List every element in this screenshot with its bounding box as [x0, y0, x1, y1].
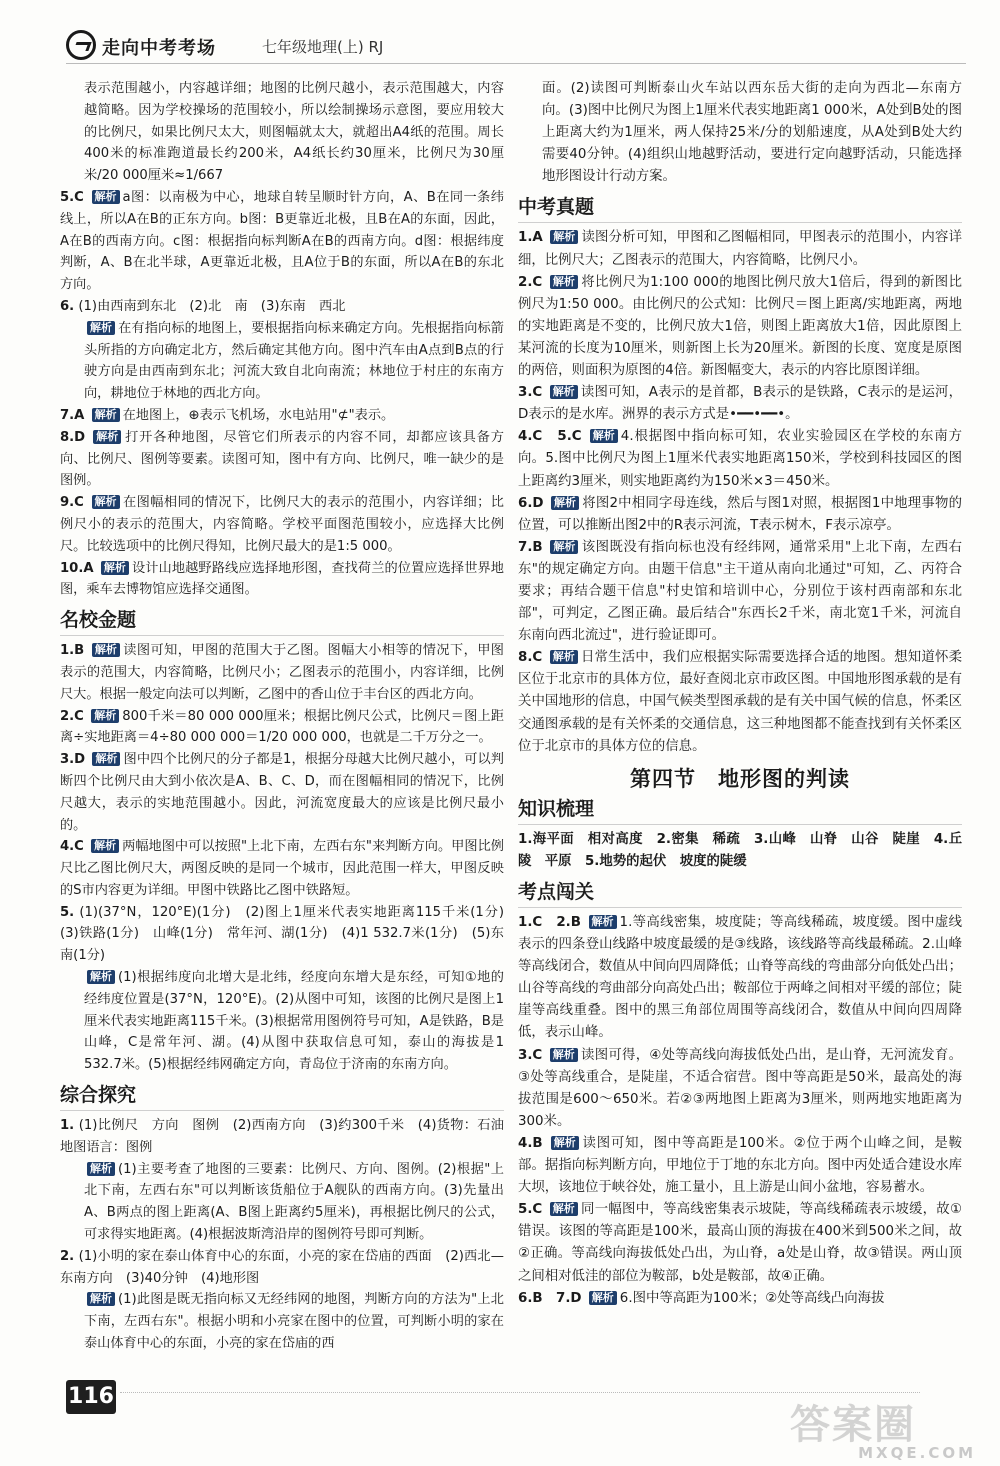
- analysis-badge: 解析: [550, 275, 578, 289]
- answer-item: [60, 640, 504, 705]
- question-number: 3.C: [518, 385, 543, 401]
- explanation-paragraph: [60, 78, 504, 187]
- answer-item: [60, 706, 504, 750]
- section-heading: 名校金题: [60, 607, 504, 636]
- question-number: 5.C: [518, 1202, 543, 1218]
- answer-item: [518, 1133, 962, 1199]
- analysis-badge: 解析: [551, 1136, 579, 1150]
- analysis-badge: 解析: [91, 839, 119, 853]
- watermark-logo: [790, 1402, 990, 1463]
- section-heading: 知识梳理: [518, 796, 962, 825]
- answer-text: 800千米＝80 000 000厘米；根据比例尺公式，比例尺＝图上距离÷实地距离＝4÷80 000 000＝1/20 000 000，也就是二千万分之一。: [60, 708, 504, 746]
- question-number: 6.B 7.D: [518, 1290, 582, 1306]
- answer-text: 4.根据图中指向标可知，农业实验园区在学校的东南方向。5.图中比例尺为图上1厘米代表实地距离150米，学校到科技园区的图上距离约3厘米，则实地距离约为150米×3＝450米。: [518, 429, 962, 489]
- page-number: 116: [66, 1380, 116, 1414]
- analysis-badge: 解析: [87, 1162, 115, 1176]
- analysis-badge: 解析: [589, 1291, 617, 1305]
- explanation-paragraph: [60, 1159, 504, 1246]
- question-number: 1.B: [60, 643, 85, 659]
- analysis-badge: 解析: [550, 650, 578, 664]
- answer-text: (1)主要考查了地图的三要素：比例尺、方向、图例。(2)根据"上北下南，左西右东"可以判断该货船位于A舰队的西南方向。(3)先量出A、B两点的图上距离(A、B图上距离约5厘米)，再根据比例尺的公式，可求得实地距离。(4)根据波斯湾沿岸的图例符号即可判断。: [84, 1161, 504, 1243]
- question-number: 1.C 2.B: [518, 915, 581, 930]
- question-number: 4.C 5.C: [518, 429, 582, 445]
- answer-item: [60, 296, 504, 318]
- answer-text: 表示范围越小，内容越详细；地图的比例尺越小，表示范围越大，内容越简略。因为学校操场的范围较小，所以绘制操场示意图，要应用较大的比例尺，如果比例尺太大，则图幅就太大，就超出A4纸的范围。周长400米的标准跑道最长约200米，A4纸长约30厘米，比例尺为30厘米/20 000厘米≈1/667: [84, 81, 504, 184]
- analysis-badge: 解析: [87, 1292, 115, 1306]
- answer-text: a图：以南极为中心，地球自转呈顺时针方向，A、B在同一条纬线上，所以A在B的正东方向。b图：B更靠近北极，且B在A的东面，因此，A在B的西南方向。c图：根据指向标判断A在B的西南方向。d图：根据纬度判断，A、B在北半球，A更靠近北极，且A位于B的东面，所以A在B的东北方向。: [60, 189, 504, 293]
- chapter-title: 第四节 地形图的判读: [630, 766, 850, 791]
- analysis-badge: 解析: [91, 709, 119, 723]
- explanation-paragraph: [518, 829, 962, 873]
- explanation-paragraph: [518, 78, 962, 188]
- analysis-badge: 解析: [550, 385, 578, 399]
- question-number: 2.: [60, 1248, 75, 1264]
- question-number: 2.C: [518, 274, 543, 290]
- page-header: [66, 30, 966, 64]
- right-column: [518, 78, 962, 1310]
- answer-item: [518, 272, 962, 382]
- answer-text: (1)此图是既无指向标又无经纬网的地图，判断方向的方法为"上北下南，左西右东"。根据小明和小亮家在图中的位置，可判断小明的家在泰山体育中心的东面，小亮的家在岱庙的西: [84, 1292, 504, 1352]
- answer-item: [60, 902, 518, 967]
- answer-item: [518, 1199, 962, 1287]
- analysis-badge: 解析: [551, 496, 579, 510]
- analysis-badge: 解析: [92, 752, 120, 766]
- answer-item: [518, 1045, 962, 1133]
- answer-item: [60, 492, 504, 557]
- book-subtitle: 七年级地理(上) RJ: [262, 38, 384, 56]
- analysis-badge: 解析: [550, 540, 578, 554]
- answer-item: [60, 836, 504, 901]
- answer-item: [60, 558, 504, 602]
- brand-title: 走向中考考场: [102, 38, 216, 59]
- answer-text: 图中四个比例尺的分子都是1，根据分母越大比例尺越小，可以判断四个比例尺由大到小依次是A、B、C、D，而在图幅相同的情况下，比例尺越大，表示的实地范围越小。因此，河流宽度最大的应该是比例尺最小的。: [60, 752, 504, 833]
- question-number: 1.: [60, 1118, 75, 1134]
- question-number: 3.C: [518, 1047, 543, 1063]
- answer-text: 6.图中等高距为100米；②处等高线凸向海拔: [619, 1290, 885, 1306]
- explanation-paragraph: [60, 1289, 504, 1354]
- analysis-badge: 解析: [590, 429, 618, 443]
- analysis-badge: 解析: [87, 321, 115, 335]
- answer-text: (1)由西南到东北 (2)北 南 (3)东南 西北: [78, 298, 346, 314]
- answer-text: (1)(37°N，120°E)(1分) (2)图上1厘米代表实地距离115千米(1分) (3)铁路(1分) 山峰(1分) 常年河、湖(1分) (4)1 532.7米(1分) (5)东南(1分): [60, 904, 518, 964]
- answer-item: [518, 426, 962, 492]
- answer-item: [518, 537, 962, 647]
- analysis-badge: 解析: [550, 1048, 578, 1062]
- analysis-badge: 解析: [92, 408, 120, 422]
- section-heading: 综合探究: [60, 1082, 504, 1111]
- answer-text: 日常生活中，我们应根据实际需要选择合适的地图。想知道怀柔区位于北京市的具体方位，最好查阅北京市政区图。中国地形图承载的是有关中国地形的信息，中国气候类型图承载的是有关中国气候的信息，怀柔区交通图承载的是有关怀柔的交通信息，这三种地图都不能查找到有关怀柔区位于北京市的具体方位的信息。: [518, 650, 962, 754]
- analysis-badge: 解析: [589, 915, 617, 929]
- section-heading: 中考真题: [518, 194, 962, 223]
- answer-text: 1.海平面 相对高度 2.密集 稀疏 3.山峰 山脊 山谷 陡崖 4.丘陵 平原 5.地势的起伏 坡度的陡缓: [518, 831, 962, 869]
- answer-text: 将比例尺为1:100 000的地图比例尺放大1倍后，得到的新图比例尺为1:50 000。由比例尺的公式知：比例尺＝图上距离/实地距离，两地的实地距离是不变的，比例尺放大1倍，则图上距离放大1倍，因此原图上某河流的长度为10厘米，则新图上长为20厘米。新图的长度、宽度是原图的两倍，则面积为原图的4倍。新图幅变大，表示的内容比原图详细。: [518, 274, 962, 379]
- answer-text: 面。(2)读图可判断泰山火车站以西东岳大街的走向为西北—东南方向。(3)图中比例尺为图上1厘米代表实地距离1 000米，A处到B处的图上距离大约为1厘米，两人保持25米/分的划船速度，从A处到B处大约需要40分钟。(4)组织山地越野活动，要进行定向越野活动，只能选择地形图设计行动方案。: [542, 81, 962, 185]
- answer-text: 在地图上，⊕表示飞机场，水电站用"⊄"表示。: [122, 407, 395, 423]
- answer-text: 设计山地越野路线应选择地形图，查找荷兰的位置应选择世界地图，乘车去博物馆应选择交通图。: [60, 560, 504, 598]
- answer-text: 读图可知，A表示的是首都，B表示的是铁路，C表示的是运河，D表示的是水库。洲界的表示方式是•━━•━━•。: [518, 385, 962, 423]
- answer-item: [518, 647, 962, 757]
- question-number: 6.: [60, 298, 75, 314]
- answer-item: [60, 1246, 504, 1290]
- question-number: 1.A: [518, 230, 543, 246]
- answer-text: (1)比例尺 方向 图例 (2)西南方向 (3)约300千米 (4)货物：石油 地图语言：图例: [60, 1118, 518, 1155]
- footer-divider: [120, 1392, 920, 1393]
- analysis-badge: 解析: [92, 190, 120, 204]
- answer-item: [518, 493, 962, 537]
- explanation-paragraph: [60, 318, 504, 405]
- answer-text: 读图可得，④处等高线向海拔低处凸出，是山脊，无河流发育。③处等高线重合，是陡崖，不适合宿营。图中等高距是50米，最高处的海拔范围是600～650米。若②③两地图上距离为3厘米，则两地实地距离为300米。: [518, 1047, 962, 1129]
- question-number: 6.D: [518, 495, 544, 511]
- answer-text: 在有指向标的地图上，要根据指向标来确定方向。先根据指向标箭头所指的方向确定北方，然后确定其他方向。图中汽车由A点到B点的行驶方向是由西南到东北；河流大致自北向南流；林地位于村庄的东南方向，耕地位于林地的西北方向。: [84, 320, 504, 402]
- watermark-bottom: MXQE.COM: [858, 1444, 976, 1462]
- watermark-top: 答案圈: [790, 1402, 916, 1448]
- header-divider: [66, 63, 966, 64]
- question-number: 7.A: [60, 407, 85, 423]
- explanation-paragraph: [60, 967, 504, 1076]
- question-number: 7.B: [518, 539, 543, 555]
- answer-item: [518, 382, 962, 426]
- question-number: 3.D: [60, 752, 86, 768]
- answer-text: 读图可知，图中等高距是100米。②位于两个山峰之间，是鞍部。据指向标判断方向，甲地位于丁地的东北方向。图中丙处适合建设水库大坝，该地位于峡谷处，施工量小，且上游是山间小盆地，容易蓄水。: [518, 1135, 962, 1196]
- answer-text: 读图可知，甲图的范围大于乙图。图幅大小相等的情况下，甲图表示的范围大，内容简略，比例尺小；乙图表示的范围小，内容详细，比例尺大。根据一般定向法可以判断，乙图中的香山位于丰台区的西北方向。: [60, 643, 504, 702]
- question-number: 5.C: [60, 189, 84, 205]
- answer-text: 打开各种地图，尽管它们所表示的内容不同，却都应该具备方向、比例尺、图例等要素。读图可知，图中有方向、比例尺，唯一缺少的是图例。: [60, 429, 504, 489]
- question-number: 5.: [60, 904, 75, 920]
- answer-text: 该图既没有指向标也没有经纬网，通常采用"上北下南，左西右东"的规定确定方向。由题干信息"主干道从南向北通过"可知，乙、丙符合要求；再结合题干信息"村史馆和培训中心，分别位于该村西南部和东北部"，可判定，乙图正确。最后结合"东西长2千米，南北宽1千米，河流自东南向西北流过"，进行验证即可。: [518, 539, 962, 644]
- answer-item: [60, 187, 504, 296]
- question-number: 8.C: [518, 650, 543, 666]
- question-number: 4.B: [518, 1135, 543, 1151]
- answer-text: 两幅地图中可以按照"上北下南，左西右东"来判断方向。甲图比例尺比乙图比例尺大，两图反映的是同一个城市，因此范围一样大，甲图反映的S市内容更为详细。甲图中铁路比乙图中铁路短。: [60, 839, 504, 898]
- answer-item: [518, 227, 962, 271]
- analysis-badge: 解析: [92, 495, 120, 509]
- answer-text: (1)小明的家在泰山体育中心的东面，小亮的家在岱庙的西面 (2)西北—东南方向 (3)40分钟 (4)地形图: [60, 1248, 504, 1286]
- answer-text: 将图2中相同字母连线，然后与图1对照，根据图1中地理事物的位置，可以推断出图2中的R表示河流，T表示树木，F表示凉亭。: [518, 495, 962, 533]
- answer-item: [60, 427, 504, 492]
- section-heading: 考点闯关: [518, 879, 962, 908]
- analysis-badge: 解析: [87, 970, 115, 984]
- answer-text: (1)根据纬度向北增大是北纬，经度向东增大是东经，可知①地的经纬度位置是(37°N，120°E)。(2)从图中可知，该图的比例尺是图上1厘米代表实地距离115千米。(3)根据常用图例符号可知，A是铁路，B是山峰，C是常年河、湖。(4)从图中获取信息可知，泰山的海拔是1 532.7米。(5)根据经纬网确定方向，青岛位于济南的东南方向。: [84, 970, 504, 1073]
- left-column: [60, 78, 518, 1355]
- question-number: 9.C: [60, 495, 84, 511]
- question-number: 10.A: [60, 560, 94, 576]
- analysis-badge: 解析: [93, 430, 121, 444]
- answer-text: 同一幅图中，等高线密集表示坡陡，等高线稀疏表示坡缓，故①错误。该图的等高距是100米，最高山顶的海拔在400米到500米之间，故②正确。等高线向海拔低处凸出，为山脊，a处是山脊，故③错误。两山顶之间相对低洼的部位为鞍部，b处是鞍部，故④正确。: [518, 1202, 962, 1284]
- analysis-badge: 解析: [550, 1202, 578, 1216]
- analysis-badge: 解析: [92, 643, 120, 657]
- analysis-badge: 解析: [101, 561, 129, 575]
- publisher-logo-icon: [66, 30, 96, 60]
- answer-text: 读图分析可知，甲图和乙图幅相同，甲图表示的范围小，内容详细，比例尺大；乙图表示的范围大，内容简略，比例尺小。: [518, 230, 962, 268]
- answer-text: 1.等高线密集，坡度陡；等高线稀疏，坡度缓。图中虚线表示的四条登山线路中坡度最缓的是③线路，该线路等高线最稀疏。2.山峰等高线闭合，数值从中间向四周降低；山脊等高线的弯曲部分向低处凸出；山谷等高线的弯曲部分向高处凸出；鞍部位于两峰之间相对平缓的部位；陡崖等高线重叠。图中的黑三角部位周围等高线闭合，数值从中间向四周降低，表示山峰。: [518, 915, 963, 1041]
- answer-item: [60, 1115, 518, 1159]
- analysis-badge: 解析: [550, 230, 578, 244]
- question-number: 4.C: [60, 839, 84, 855]
- question-number: 2.C: [60, 708, 84, 724]
- answer-item: [518, 1288, 962, 1310]
- answer-item: [60, 749, 504, 836]
- question-number: 8.D: [60, 429, 86, 445]
- answer-item: [60, 405, 504, 427]
- answer-item: [518, 912, 962, 1045]
- answer-text: 在图幅相同的情况下，比例尺大的表示的范围小，内容详细；比例尺小的表示的范围大，内容简略。学校平面图范围较小，应选择大比例尺。比较选项中的比例尺得知，比例尺最大的是1:5 000。: [60, 495, 504, 554]
